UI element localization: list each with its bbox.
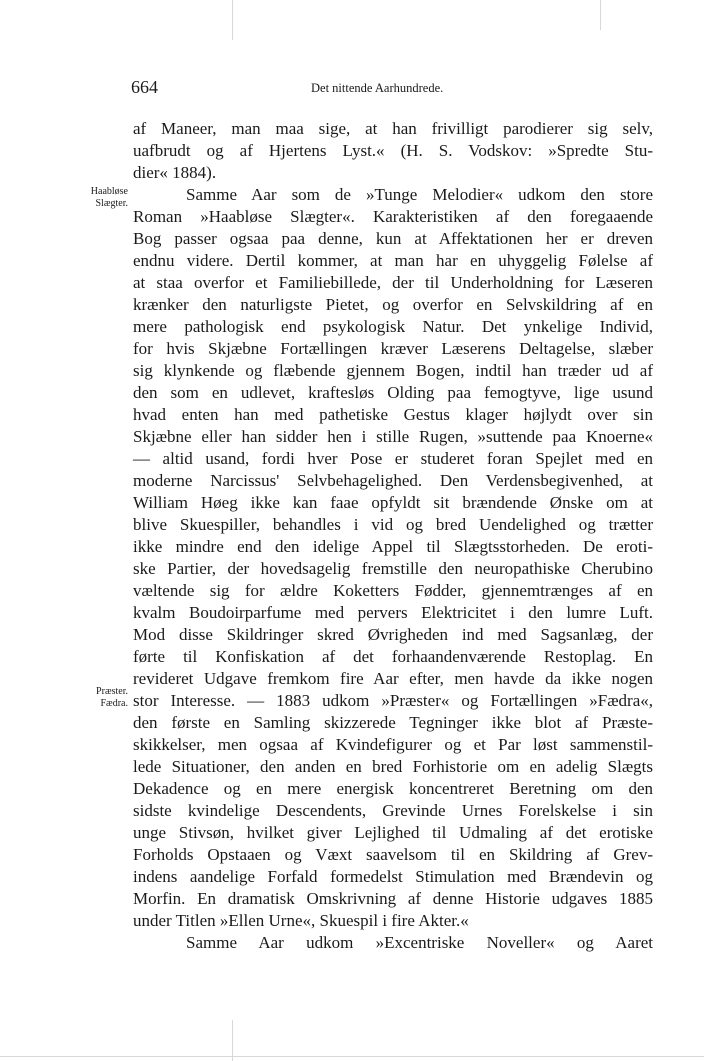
text-line: sig klynkende og flæbende gjennem Bogen, indtil han træder ud af [133,361,653,380]
text-line: ikke mindre end den idelige Appel til Slægtsstorheden. De eroti- [133,537,653,556]
text-line: indens aandelige Forfald formedelst Stimulation med Brændevin og [133,867,653,886]
text-line: Dekadence og en mere energisk koncentreret Beretning om den [133,779,653,798]
text-line: revideret Udgave fremkom fire Aar efter, men havde da ikke nogen [133,669,653,688]
marginal-note-line: Slægter. [95,198,128,209]
text-line: krænker den naturligste Pietet, og overfor en Selvskildring af en [133,295,653,314]
text-line: — altid usand, fordi hver Pose er studeret foran Spejlet med en [133,449,653,468]
marginal-note-line: Præster. [96,686,128,697]
page-number: 664 [131,77,158,97]
text-line: væltende sig for ældre Koketters Fødder, gjennemtrænges af en [133,581,653,600]
text-line: førte til Konfiskation af det forhaandenværende Restoplag. En [133,647,653,666]
text-line: Mod disse Skildringer skred Øvrigheden ind med Sagsanlæg, der [133,625,653,644]
text-line: William Høeg ikke kan faae opfyldt sit brændende Ønske om at [133,493,653,512]
text-line: Bog passer ogsaa paa denne, kun at Affektationen her er dreven [133,229,653,248]
text-line: Samme Aar udkom »Excentriske Noveller« og Aaret [186,933,653,952]
text-line: sidste kvindelige Descendents, Grevinde Urnes Forelskelse i sin [133,801,653,820]
text-line: unge Stivsøn, hvilket giver Lejlighed til Udmaling af det erotiske [133,823,653,842]
running-title: Det nittende Aarhundrede. [311,81,444,95]
text-line: Forholds Opstaaen og Væxt saavelsom til en Skildring af Grev- [133,845,653,864]
text-line: ske Partier, der hovedsagelig fremstille den neuropathiske Cherubino [133,559,653,578]
text-line: mere pathologisk end psykologisk Natur. Det ynkelige Individ, [133,317,653,336]
text-line: skikkelser, men ogsaa af Kvindefigurer og et Par løst sammenstil- [133,735,653,754]
text-line: af Maneer, man maa sige, at han frivilligt parodierer sig selv, [133,119,653,138]
text-line: lede Situationer, den anden en bred Forhistorie om en adelig Slægts [133,757,653,776]
text-line: stor Interesse. — 1883 udkom »Præster« og Fortællingen »Fædra«, [133,691,653,710]
text-line: under Titlen »Ellen Urne«, Skuespil i fire Akter.« [133,911,469,930]
text-line: den første en Samling skizzerede Tegninger ikke blot af Præste- [133,713,653,732]
scan-edge-line [232,0,233,40]
text-line: kvalm Boudoirparfume med pervers Elektricitet i den lumre Luft. [133,603,653,622]
scan-edge-line [232,1020,233,1061]
text-line: endnu videre. Dertil kommer, at man har en uhyggelig Følelse af [133,251,653,270]
text-line: blive Skuespiller, behandles i vid og bred Uendelighed og trætter [133,515,653,534]
text-line: for hvis Skjæbne Fortællingen kræver Læserens Deltagelse, slæber [133,339,653,358]
text-line: uafbrudt og af Hjertens Lyst.« (H. S. Vodskov: »Spredte Stu- [133,141,653,160]
text-line: at staa overfor et Familiebillede, der til Underholdning for Læseren [133,273,653,292]
scan-edge-line [0,1056,704,1057]
marginal-note-praester [82,686,128,710]
marginal-note-line: Fædra. [100,698,128,709]
marginal-note-line: Haabløse [90,186,128,197]
text-line: Samme Aar som de »Tunge Melodier« udkom den store [186,185,653,204]
text-line: den som en udlevet, kraftesløs Olding paa femogtyve, lige usund [133,383,653,402]
text-line: Roman »Haabløse Slægter«. Karakteristiken af den foregaaende [133,207,653,226]
text-line: hvad enten han med pathetiske Gestus klager højlydt over sin [133,405,653,424]
text-line: Skjæbne eller han sidder hen i stille Rugen, »suttende paa Knoerne« [133,427,653,446]
text-line: dier« 1884). [133,163,217,182]
scan-edge-line [600,0,601,30]
text-line: moderne Narcissus' Selvbehagelighed. Den Verdensbegivenhed, at [133,471,653,490]
marginal-note-haablose [82,186,128,210]
text-line: Morfin. En dramatisk Omskrivning af denne Historie udgaves 1885 [133,889,653,908]
